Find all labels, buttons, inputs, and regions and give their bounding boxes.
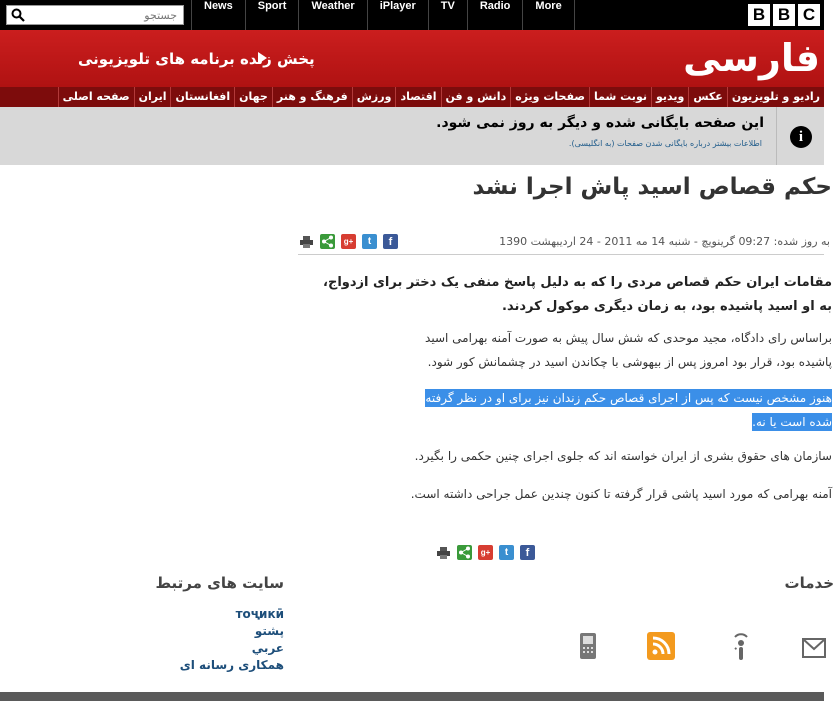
section-specials[interactable]: صفحات ویژه xyxy=(510,87,589,107)
twitter-icon[interactable]: t xyxy=(499,545,514,560)
podcast-icon[interactable] xyxy=(730,632,752,662)
archive-message: این صفحه بایگانی شده و دیگر به روز نمی شود. xyxy=(436,115,764,131)
nav-iplayer[interactable]: iPlayer xyxy=(367,0,428,30)
section-home[interactable]: صفحه اصلی xyxy=(58,87,134,107)
bbc-global-bar xyxy=(0,0,824,30)
nav-news[interactable]: News xyxy=(191,0,245,30)
divider xyxy=(298,254,824,255)
section-your-turn[interactable]: نوبت شما xyxy=(589,87,651,107)
article-headline: حکم قصاص اسید پاش اجرا نشد xyxy=(472,174,832,200)
mobile-icon[interactable] xyxy=(578,632,598,660)
share-icon[interactable] xyxy=(320,234,335,249)
rss-icon[interactable] xyxy=(647,632,675,660)
section-science[interactable]: دانش و فن xyxy=(441,87,511,107)
article-paragraph: آمنه بهرامی که مورد اسید پاشی قرار گرفته تا کنون چندین عمل جراحی داشته است. xyxy=(410,487,832,501)
bbc-letter: B xyxy=(773,4,795,26)
section-sport[interactable]: ورزش xyxy=(352,87,396,107)
search-box[interactable] xyxy=(6,5,184,25)
bbc-logo[interactable] xyxy=(748,4,820,26)
print-icon[interactable] xyxy=(299,234,314,249)
archive-more-link[interactable]: اطلاعات بیشتر درباره بایگانی شدن صفحات (به انگلیسی). xyxy=(568,139,762,148)
archive-notice xyxy=(0,107,824,165)
nav-tv[interactable]: TV xyxy=(428,0,467,30)
related-link[interactable]: پشتو xyxy=(254,624,284,638)
nav-radio[interactable]: Radio xyxy=(467,0,523,30)
paragraph-line: پاشیده بود، قرار بود امروز پس از بیهوشی با چکاندن اسید در چشمانش کور شود. xyxy=(427,355,832,369)
google-plus-icon[interactable]: g+ xyxy=(478,545,493,560)
article-dateline: به روز شده: 09:27 گرینویچ - شنبه 14 مه 2011 - 24 اردیبهشت 1390 xyxy=(499,235,830,248)
global-nav xyxy=(191,0,575,30)
search-input[interactable] xyxy=(29,7,179,23)
notice-divider xyxy=(776,107,777,165)
twitter-icon[interactable]: t xyxy=(362,234,377,249)
section-economy[interactable]: اقتصاد xyxy=(395,87,440,107)
related-link[interactable]: عربي xyxy=(251,641,284,655)
bbc-persian-logo[interactable]: فارسی xyxy=(683,36,820,80)
selected-paragraph xyxy=(425,386,832,434)
services-title: خدمات xyxy=(784,574,834,592)
related-sites-title: سایت های مرتبط xyxy=(155,574,284,592)
paragraph-line: براساس رای دادگاه، مجید موحدی که شش سال پیش به صورت آمنه بهرامی اسید xyxy=(425,331,832,345)
section-afghanistan[interactable]: افغانستان xyxy=(170,87,234,107)
section-iran[interactable]: ایران xyxy=(134,87,171,107)
footer-bar xyxy=(0,692,824,701)
share-tools-bottom xyxy=(436,545,535,560)
section-nav xyxy=(0,87,824,107)
facebook-icon[interactable]: f xyxy=(383,234,398,249)
lead-line: به او اسید پاشیده بود، به زمان دیگری موکول کردند. xyxy=(502,299,832,314)
article-paragraph: سازمان های حقوق بشری از ایران خواسته اند که جلوی اجرای چنین حکمی را بگیرد. xyxy=(414,449,832,463)
article-paragraph xyxy=(425,326,832,374)
google-plus-icon[interactable]: g+ xyxy=(341,234,356,249)
bbc-letter: C xyxy=(798,4,820,26)
share-tools-top xyxy=(299,234,398,249)
bbc-letter: B xyxy=(748,4,770,26)
live-tv-link[interactable]: پخش زنده برنامه های تلویزیونی xyxy=(78,50,315,68)
related-link[interactable]: тоҷикӣ xyxy=(235,607,284,621)
search-icon[interactable] xyxy=(11,8,25,22)
section-photo[interactable]: عکس xyxy=(688,87,726,107)
print-icon[interactable] xyxy=(436,545,451,560)
article-lead xyxy=(323,271,832,319)
share-icon[interactable] xyxy=(457,545,472,560)
section-arts[interactable]: فرهنگ و هنر xyxy=(272,87,352,107)
related-sites-list xyxy=(180,606,284,674)
related-link[interactable]: همکاری رسانه ای xyxy=(179,658,284,672)
masthead xyxy=(0,30,824,87)
section-video[interactable]: ویدیو xyxy=(651,87,688,107)
section-world[interactable]: جهان xyxy=(234,87,272,107)
nav-more[interactable]: More xyxy=(522,0,574,30)
selected-text: هنوز مشخص نیست که پس از اجرای قصاص حکم زندان نیز برای او در نظر گرفته xyxy=(425,391,832,405)
facebook-icon[interactable]: f xyxy=(520,545,535,560)
info-icon: i xyxy=(790,126,812,148)
nav-sport[interactable]: Sport xyxy=(245,0,299,30)
lead-line: مقامات ایران حکم قصاص مردی را که به دلیل پاسخ منفی یک دختر برای ازدواج، xyxy=(323,275,832,290)
selected-text: شده است یا نه. xyxy=(752,415,832,429)
section-radio-tv[interactable]: رادیو و تلویزیون xyxy=(727,87,824,107)
email-icon[interactable] xyxy=(802,638,826,658)
nav-weather[interactable]: Weather xyxy=(298,0,366,30)
